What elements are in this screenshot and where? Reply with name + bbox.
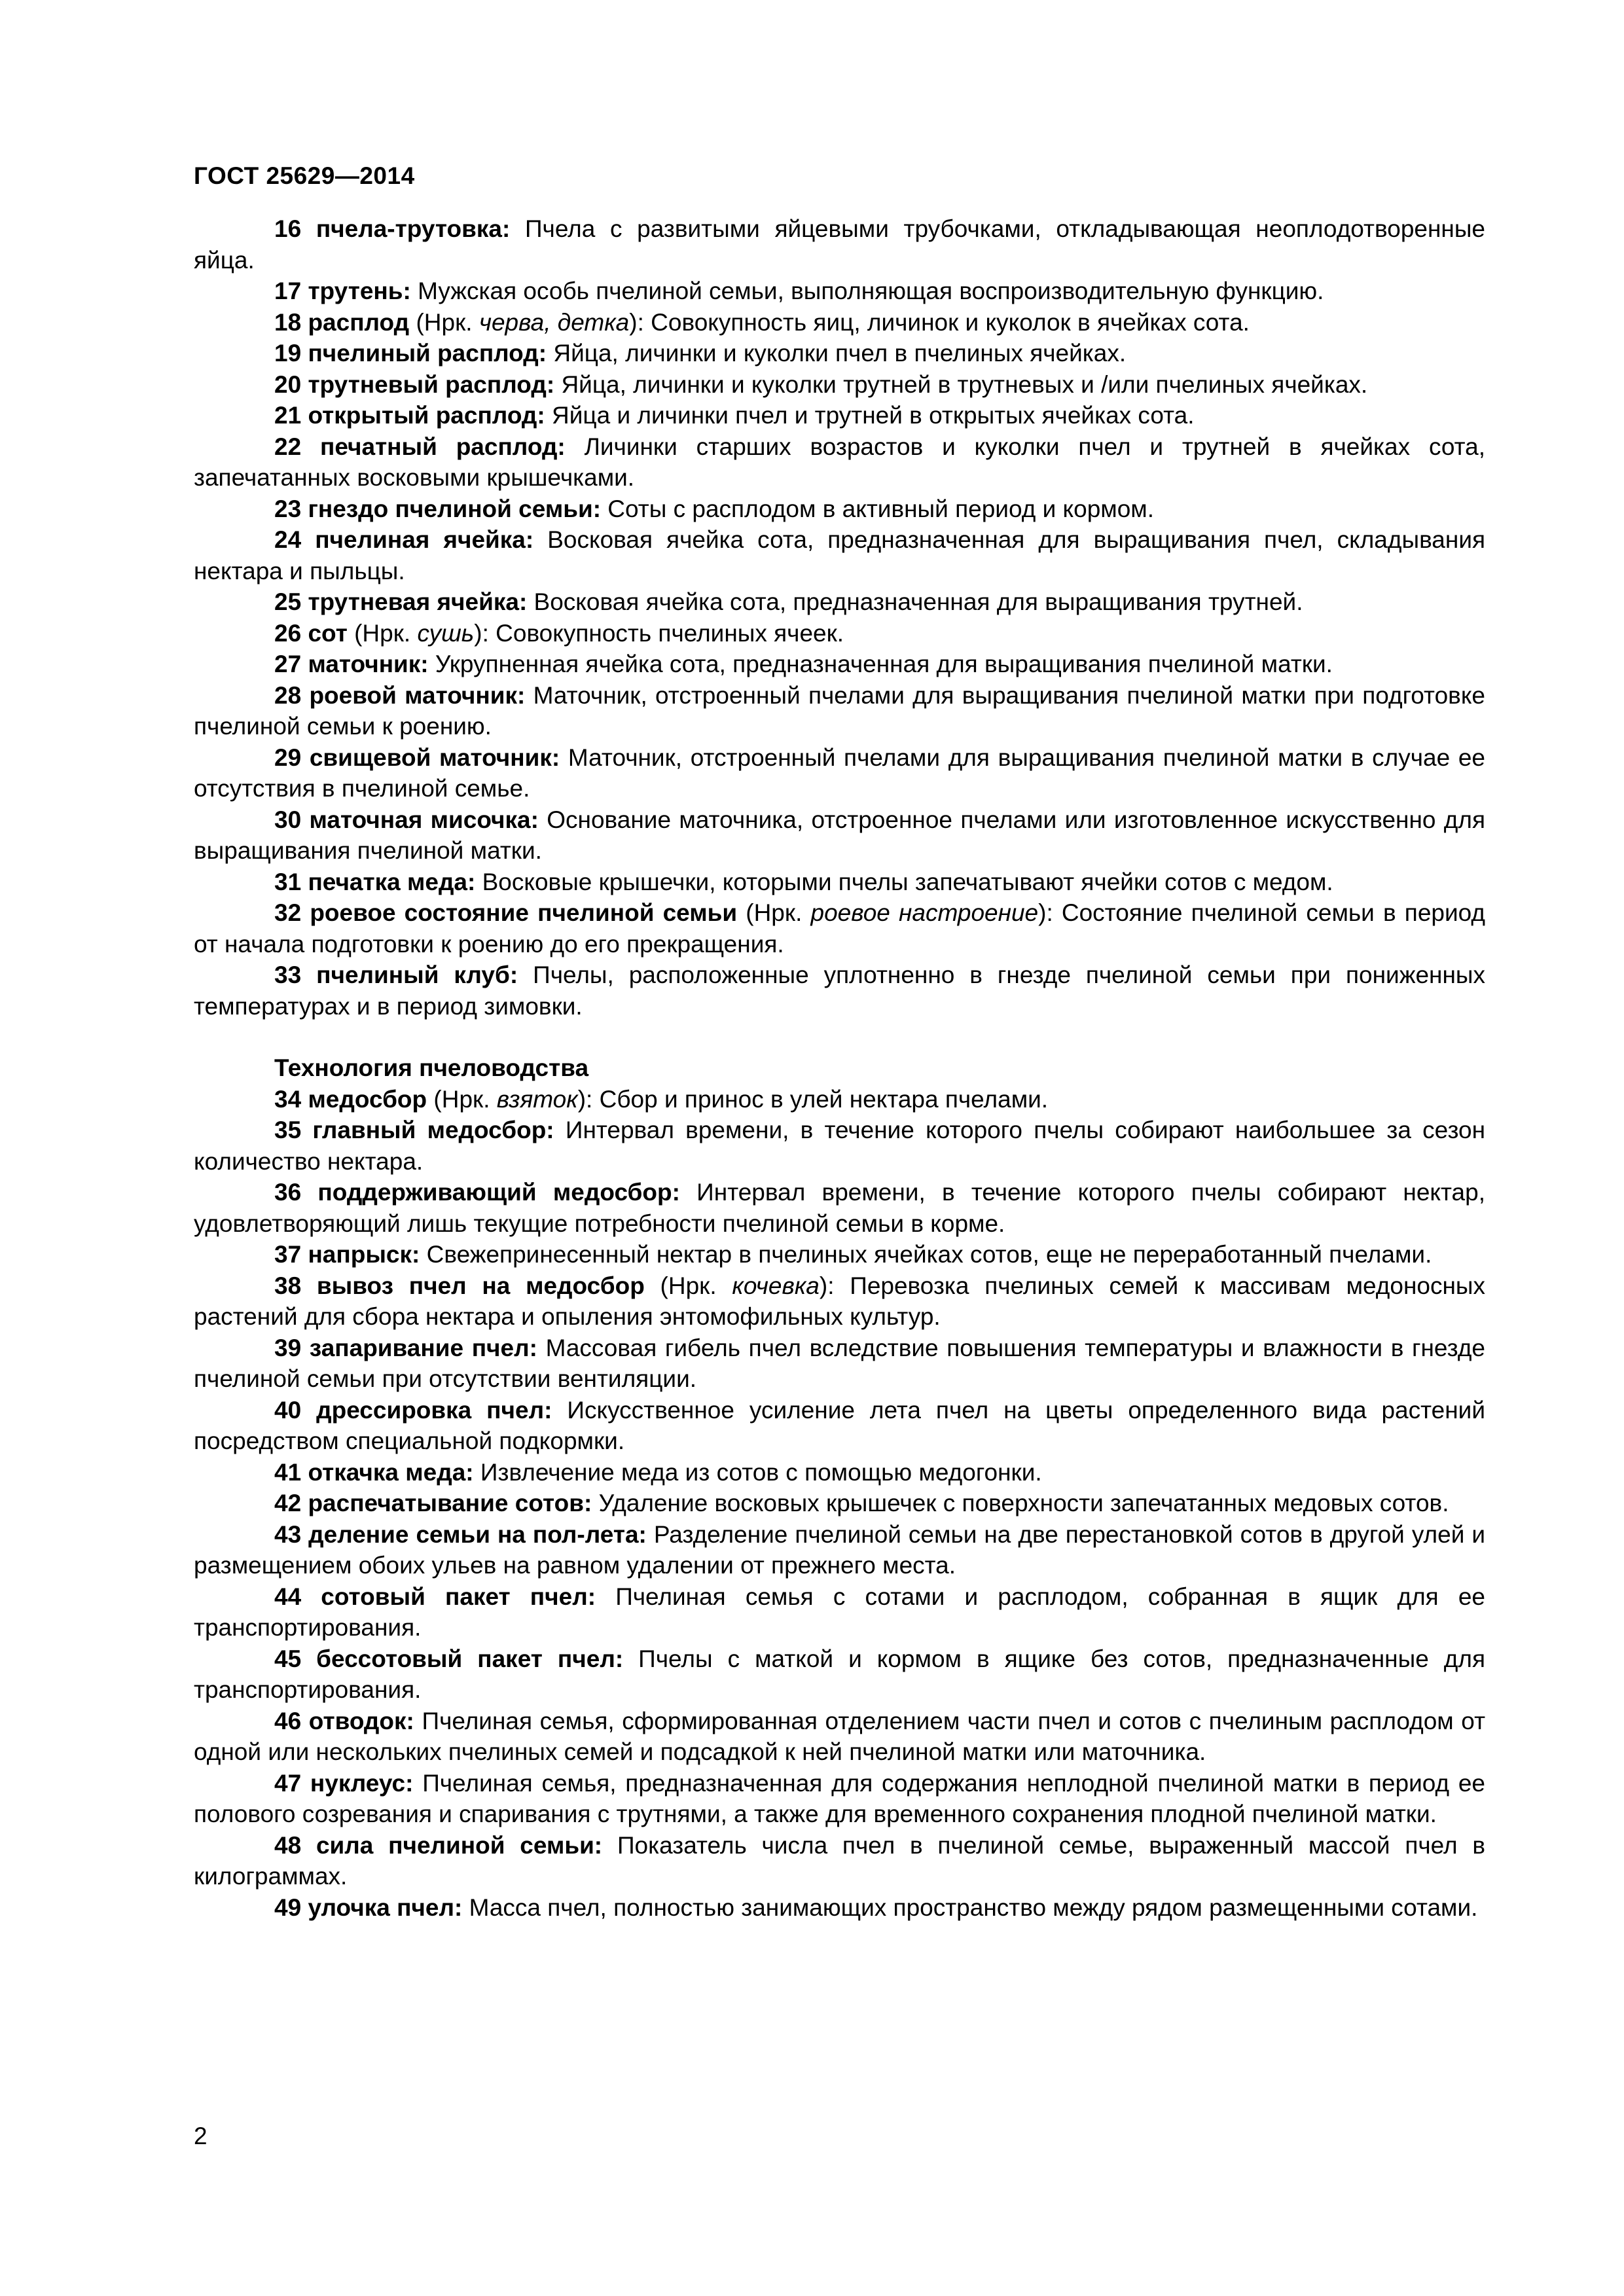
definition: Свежепринесенный нектар в пчелиных ячейках сотов, еще не переработанный пчелами.	[426, 1241, 1432, 1268]
term: улочка пчел:	[308, 1893, 463, 1921]
term-entry	[194, 338, 1485, 369]
term: деление семьи на пол-лета:	[308, 1520, 647, 1548]
definition: Массовая гибель пчел вследствие повышения температуры и влажности в гнезде пчелиной семьи при отсутствии вентиляции.	[194, 1334, 1485, 1392]
entry-number: 45	[274, 1645, 317, 1672]
entry-number: 22	[274, 433, 320, 460]
entry-number: 27	[274, 651, 308, 677]
term: трутневый расплод:	[308, 370, 555, 398]
definition: Восковая ячейка сота, предназначенная для выращивания пчел, складывания нектара и пыльцы.	[194, 526, 1486, 584]
term-entry	[194, 960, 1485, 1022]
term-entry	[194, 369, 1485, 401]
definition: Соты с расплодом в активный период и кормом.	[607, 495, 1155, 522]
term-entry: 26 сот (Нрк. сушь): Совокупность пчелиных ячеек.	[274, 619, 844, 647]
entry-number: 47	[274, 1769, 310, 1797]
term-entry	[194, 1581, 1485, 1643]
term-entry: 18 расплод (Нрк. черва, детка): Совокупность яиц, личинок и куколок в ячейках сота.	[274, 308, 1250, 336]
term: трутень:	[308, 278, 411, 304]
definition: Масса пчел, полностью занимающих пространство между рядом размещенными сотами.	[469, 1893, 1478, 1921]
deprecated-synonym: сушь	[417, 619, 475, 647]
entry-number: 38	[274, 1272, 317, 1299]
term: роевой маточник:	[309, 681, 526, 709]
term: печатка меда:	[308, 868, 476, 895]
deprecated-synonym: взяток	[496, 1085, 578, 1113]
entry-number: 25	[274, 588, 308, 615]
entry-number: 26	[274, 619, 308, 647]
term-entry	[194, 1768, 1485, 1830]
term-entry	[194, 586, 1485, 618]
entry-number: 36	[274, 1179, 318, 1206]
term-entry	[194, 742, 1485, 804]
entry-number: 40	[274, 1396, 317, 1424]
entry-number: 30	[274, 806, 310, 833]
definition: Показатель числа пчел в пчелиной семье, выраженный массой пчел в килограммах.	[194, 1831, 1486, 1890]
definition: Совокупность яиц, личинок и куколок в ячейках сота.	[651, 308, 1250, 336]
definition: Интервал времени, в течение которого пчелы собирают наибольшее за сезон количество нектара.	[194, 1117, 1486, 1175]
entry-number: 21	[274, 402, 308, 429]
entry-number: 37	[274, 1241, 308, 1268]
term: пчела-трутовка:	[316, 215, 511, 242]
entry-number: 32	[274, 899, 310, 926]
definition: Извлечение меда из сотов с помощью медогонки.	[480, 1458, 1042, 1486]
entry-number: 29	[274, 744, 310, 771]
term: расплод	[308, 308, 410, 336]
term-entry: 32 роевое состояние пчелиной семьи (Нрк. роевое настроение): Состояние пчелиной семьи в период от начала подготовки к роению до его прекращения.	[194, 899, 1485, 958]
term: пчелиный клуб:	[316, 961, 518, 988]
deprecated-synonym: кочевка	[732, 1272, 820, 1299]
entry-number: 18	[274, 308, 308, 336]
definition: Удаление восковых крышечек с поверхности запечатанных медовых сотов.	[598, 1490, 1449, 1516]
term-entry	[194, 1706, 1485, 1768]
term: трутневая ячейка:	[308, 588, 528, 615]
entry-number: 24	[274, 526, 316, 553]
entry-number: 42	[274, 1490, 308, 1516]
entry-number: 48	[274, 1831, 316, 1859]
definition: Состояние пчелиной семьи в период от начала подготовки к роению до его прекращения.	[194, 899, 1485, 958]
term-entry	[194, 431, 1485, 493]
term: пчелиный расплод:	[308, 340, 547, 367]
term: медосбор	[308, 1085, 427, 1113]
term-entry	[194, 867, 1485, 898]
entry-number: 46	[274, 1707, 309, 1734]
definition: Пчелиная семья, предназначенная для содержания неплодной пчелиной матки в период ее полового созревания и спаривания с трутнями, а также для временного сохранения плодной пчелиной матки.	[194, 1769, 1485, 1827]
term: главный медосбор:	[312, 1117, 554, 1143]
definition: Пчела с развитыми яйцевыми трубочками, откладывающая неоплодотворенные яйца.	[194, 215, 1486, 274]
term-entry	[194, 1892, 1485, 1924]
definition: Восковые крышечки, которыми пчелы запечатывают ячейки сотов с медом.	[482, 868, 1333, 895]
term: пчелиная ячейка:	[315, 526, 534, 553]
term: маточник:	[308, 651, 429, 677]
definition: Маточник, отстроенный пчелами для выращивания пчелиной матки при подготовке пчелиной семьи к роению.	[194, 681, 1485, 740]
term-entry	[194, 276, 1485, 307]
page-number: 2	[194, 2123, 208, 2149]
definition: Пчелы, расположенные уплотненно в гнезде пчелиной семьи при пониженных температурах и в период зимовки.	[194, 961, 1486, 1020]
definition: Пчелиная семья с сотами и расплодом, собранная в ящик для ее транспортирования.	[194, 1583, 1486, 1641]
term: открытый расплод:	[308, 402, 545, 429]
term: откачка меда:	[308, 1458, 474, 1486]
deprecated-synonym: роевое настроение	[810, 899, 1039, 926]
entry-number: 43	[274, 1520, 309, 1548]
entry-number: 20	[274, 370, 308, 398]
term-entry	[194, 1830, 1485, 1892]
entry-number: 19	[274, 340, 308, 367]
term: поддерживающий медосбор:	[317, 1179, 680, 1206]
term: маточная мисочка:	[309, 806, 539, 833]
term-entry	[194, 1395, 1485, 1457]
section-heading: Технология пчеловодства	[274, 1054, 589, 1081]
term-entry	[194, 804, 1485, 867]
term: нуклеус:	[310, 1769, 414, 1797]
definition: Совокупность пчелиных ячеек.	[496, 619, 844, 647]
entry-number: 49	[274, 1893, 308, 1921]
term-entry	[194, 493, 1485, 525]
definition: Пчелиная семья, сформированная отделением части пчел и сотов с пчелиным расплодом от одной или нескольких пчелиных семей и подсадкой к ней пчелиной матки или маточника.	[194, 1707, 1486, 1765]
entry-number: 41	[274, 1458, 308, 1486]
term: сотовый пакет пчел:	[321, 1583, 596, 1610]
definition: Пчелы с маткой и кормом в ящике без сотов, предназначенные для транспортирования.	[194, 1645, 1486, 1703]
definition: Сбор и принос в улей нектара пчелами.	[599, 1085, 1049, 1113]
term-entry	[194, 1333, 1485, 1395]
term: гнездо пчелиной семьи:	[308, 495, 602, 522]
term: вывоз пчел на медосбор	[316, 1272, 645, 1299]
definition: Основание маточника, отстроенное пчелами или изготовленное искусственно для выращивания пчелиной матки.	[194, 806, 1486, 864]
term-entry	[194, 1177, 1485, 1239]
term: напрыск:	[308, 1241, 420, 1268]
entry-number: 39	[274, 1334, 310, 1361]
term-entry	[194, 524, 1485, 586]
definition: Яйца, личинки и куколки пчел в пчелиных ячейках.	[553, 340, 1127, 367]
term: сот	[308, 619, 348, 647]
definition: Маточник, отстроенный пчелами для выращивания пчелиной матки в случае ее отсутствия в пчелиной семье.	[194, 744, 1485, 802]
term: бессотовый пакет пчел:	[316, 1645, 624, 1672]
entry-number: 33	[274, 961, 317, 988]
definition: Яйца и личинки пчел и трутней в открытых ячейках сота.	[552, 402, 1195, 429]
definition: Искусственное усиление лета пчел на цветы определенного вида растений посредством специальной подкормки.	[194, 1396, 1486, 1454]
term: отводок:	[308, 1707, 414, 1734]
term-entry: 34 медосбор (Нрк. взяток): Сбор и принос в улей нектара пчелами.	[274, 1085, 1049, 1113]
doc-number: ГОСТ 25629—2014	[194, 162, 415, 189]
term-entry	[194, 400, 1485, 431]
term-entry	[194, 1519, 1485, 1581]
term-entry	[194, 1457, 1485, 1488]
term-entry	[194, 1488, 1485, 1519]
term: свищевой маточник:	[309, 744, 560, 771]
entry-number: 16	[274, 215, 316, 242]
term: дрессировка пчел:	[316, 1396, 552, 1424]
entry-number: 35	[274, 1117, 313, 1143]
term-entry: 38 вывоз пчел на медосбор (Нрк. кочевка): Перевозка пчелиных семей к массивам медоносных растений для сбора нектара и опыления энтомофильных культур.	[194, 1272, 1485, 1330]
term: роевое состояние пчелиной семьи	[310, 899, 738, 926]
definition: Укрупненная ячейка сота, предназначенная для выращивания пчелиной матки.	[435, 651, 1333, 677]
entry-number: 34	[274, 1085, 308, 1113]
definition: Перевозка пчелиных семей к массивам медоносных растений для сбора нектара и опыления энтомофильных культур.	[194, 1272, 1485, 1330]
term: печатный расплод:	[320, 433, 566, 460]
definition: Восковая ячейка сота, предназначенная для выращивания трутней.	[533, 588, 1303, 615]
term-entry	[194, 680, 1485, 742]
term: сила пчелиной семьи:	[316, 1831, 603, 1859]
definition: Интервал времени, в течение которого пчелы собирают нектар, удовлетворяющий лишь текущие потребности пчелиной семьи в корме.	[194, 1179, 1485, 1237]
definition: Личинки старших возрастов и куколки пчел и трутней в ячейках сота, запечатанных восковыми крышечками.	[194, 433, 1486, 491]
term-entry	[194, 1643, 1485, 1706]
entry-number: 31	[274, 868, 308, 895]
definition: Мужская особь пчелиной семьи, выполняющая воспроизводительную функцию.	[418, 278, 1324, 304]
term-entry	[194, 1239, 1485, 1270]
term: распечатывание сотов:	[308, 1490, 592, 1516]
entry-number: 23	[274, 495, 308, 522]
term-entry	[194, 649, 1485, 680]
entry-number: 28	[274, 681, 310, 709]
term: запаривание пчел:	[309, 1334, 537, 1361]
deprecated-synonym: черва, детка	[478, 308, 630, 336]
term-entry	[194, 1115, 1485, 1177]
entry-number: 44	[274, 1583, 321, 1610]
definition: Разделение пчелиной семьи на две перестановкой сотов в другой улей и размещением обоих ульев на равном удалении от прежнего места.	[194, 1520, 1486, 1579]
entry-number: 17	[274, 278, 308, 304]
definition: Яйца, личинки и куколки трутней в трутневых и /или пчелиных ячейках.	[561, 370, 1368, 398]
term-entry	[194, 213, 1485, 276]
terms-content	[194, 213, 1485, 1923]
